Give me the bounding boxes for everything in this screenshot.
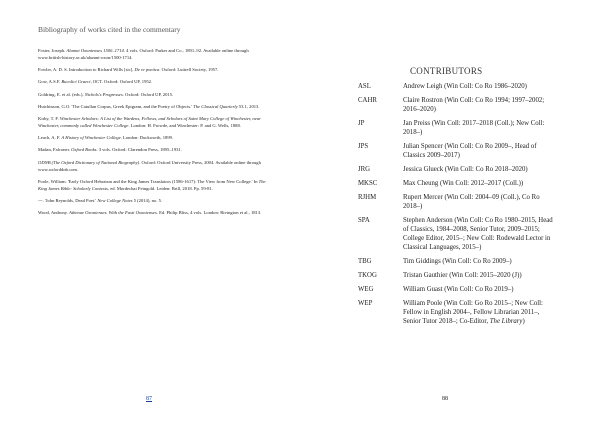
contributor-details: Andrew Leigh (Win Coll: Co Ro 1986–2020) <box>403 83 527 90</box>
contributors-list <box>358 82 558 331</box>
bib-entry: ---. 'John Reynolds, Dead Poet.' New College Notes 5 (2014), no. 5. <box>38 197 163 203</box>
bib-entry: Madan, Falconer. Oxford Books. 3 vols. Oxford: Clarendon Press, 1895–1931. <box>38 147 182 153</box>
contributor-details: Jan Preiss (Win Coll: 2017–2018 (Coll.); New Coll: 2018–) <box>403 120 545 136</box>
contributors-heading: CONTRIBUTORS <box>410 66 483 76</box>
contributor-details: Stephen Anderson (Win Coll: Co Ro 1980–2015, Head of Classics, 1984–2008, Senior Tutor, 2009–2015; College Editor, 2015–; New Coll: Rodewald Lector in Classical Languages, 2015–) <box>403 217 553 251</box>
bib-entry: Goldring, E. et al. (eds.), Nichols's Progresses. Oxford: Oxford UP, 2015. <box>38 91 174 97</box>
bib-entry: Foster, Joseph. Alumni Oxonienses 1500–1714. 4 vols. Oxford: Parker and Co., 1891–92. Available online through www.british-history.ac.uk/alumni-oxon/1500-1714. <box>38 48 249 60</box>
contributor-row <box>358 119 558 137</box>
contributor-row <box>358 257 558 266</box>
bibliography-list <box>38 47 270 221</box>
contributor-row <box>358 216 558 252</box>
bib-entry: Gow, A.S.F. Bucolici Graeci, OCT. Oxford: Oxford UP, 1952. <box>38 79 153 85</box>
bib-entry: Wood, Anthony. Athenae Oxonienses. With the Fasti Oxonienses. Ed. Philip Bliss, 4 vols. London: Rivington et al., 1813. <box>38 210 262 216</box>
contributor-initials: ASL <box>358 83 371 90</box>
contributor-initials: MKSC <box>358 180 378 187</box>
contributor-initials: RJHM <box>358 194 377 201</box>
contributor-initials: JRG <box>358 166 371 173</box>
contributor-details: Rupert Mercer (Win Coll: 2004–09 (Coll.), Co Ro 2018–) <box>403 194 540 210</box>
contributor-row <box>358 299 558 326</box>
bib-entry: Leach, A. F. A History of Winchester College. London: Duckworth, 1899. <box>38 135 174 141</box>
bib-entry: ODNB (The Oxford Dictionary of National Biography). Oxford: Oxford University Press, 2004. Available online through www.oxforddnb.com. <box>38 159 261 172</box>
contributor-initials: TBG <box>358 258 372 265</box>
contributor-details: Max Cheung (Win Coll: 2012–2017 (Coll.)) <box>403 180 524 187</box>
contributor-details: William Guast (Win Coll: Co Ro 2019–) <box>403 286 514 293</box>
contributor-row <box>358 193 558 211</box>
right-page <box>300 0 600 425</box>
contributor-details: Tristan Gauthier (Win Coll: 2015–2020 (J)) <box>403 272 522 279</box>
bib-entry: Poole, William. 'Early Oxford Hebraism and the King James Translators (1586-1617): The View from New College.' In The King James Bible: Scholarly Contexts, ed. Mordechai Feingold. Leiden: Brill, 2018. Pp. 59-81. <box>38 178 266 191</box>
contributor-details: Julian Spencer (Win Coll: Co Ro 2009–, Head of Classics 2009–2017) <box>403 143 537 159</box>
contributor-initials: WEG <box>358 286 374 293</box>
contributor-row <box>358 96 558 114</box>
page-number-link[interactable]: 87 <box>146 396 152 402</box>
contributor-row <box>358 271 558 280</box>
contributor-initials: WEP <box>358 300 373 307</box>
contributor-row <box>358 179 558 188</box>
contributor-details: Claire Rostron (Win Coll: Co Ro 1994; 1997–2002; 2016–2020) <box>403 97 545 113</box>
running-head: Bibliography of works cited in the commentary <box>38 25 181 34</box>
contributor-initials: TKOG <box>358 272 377 279</box>
bib-entry: Kirby, T. F. Winchester Scholars: A List of the Wardens, Fellows, and Scholars of Saint Mary College of Winchester, near Winchester, commonly called Winchester College. London: H. Frowde, and Winchester: P. and G. Wells, 1888. <box>38 115 261 128</box>
contributor-details: William Poole (Win Coll: Go Ro 2015–; New Coll: Fellow in English 2004–, Fellow Librarian 2011–, Senior Tutor 2018–; Co-Editor, The Library) <box>403 300 543 325</box>
contributor-initials: JP <box>358 120 365 127</box>
contributor-row <box>358 82 558 91</box>
contributor-details: Jessica Glueck (Win Coll: Co Ro 2018–2020) <box>403 166 528 173</box>
contributor-initials: CAHR <box>358 97 377 104</box>
contributor-row <box>358 285 558 294</box>
bib-entry: Hutchinson, G.O. 'The Catullan Corpus, Greek Epigram, and the Poetry of Objects.' The Classical Quarterly 53.1, 2013. <box>38 103 260 109</box>
contributor-row <box>358 165 558 174</box>
bib-entry: Fowler, A. D. S. Introduction to Richard Wills [sic], De re poetica. Oxford: Luttrell Society, 1957. <box>38 67 219 73</box>
contributor-details: Tim Giddings (Win Coll: Co Ro 2009–) <box>403 258 512 265</box>
page-number: 88 <box>442 396 448 402</box>
contributor-initials: SPA <box>358 217 370 224</box>
contributor-row <box>358 142 558 160</box>
contributor-initials: JPS <box>358 143 369 150</box>
